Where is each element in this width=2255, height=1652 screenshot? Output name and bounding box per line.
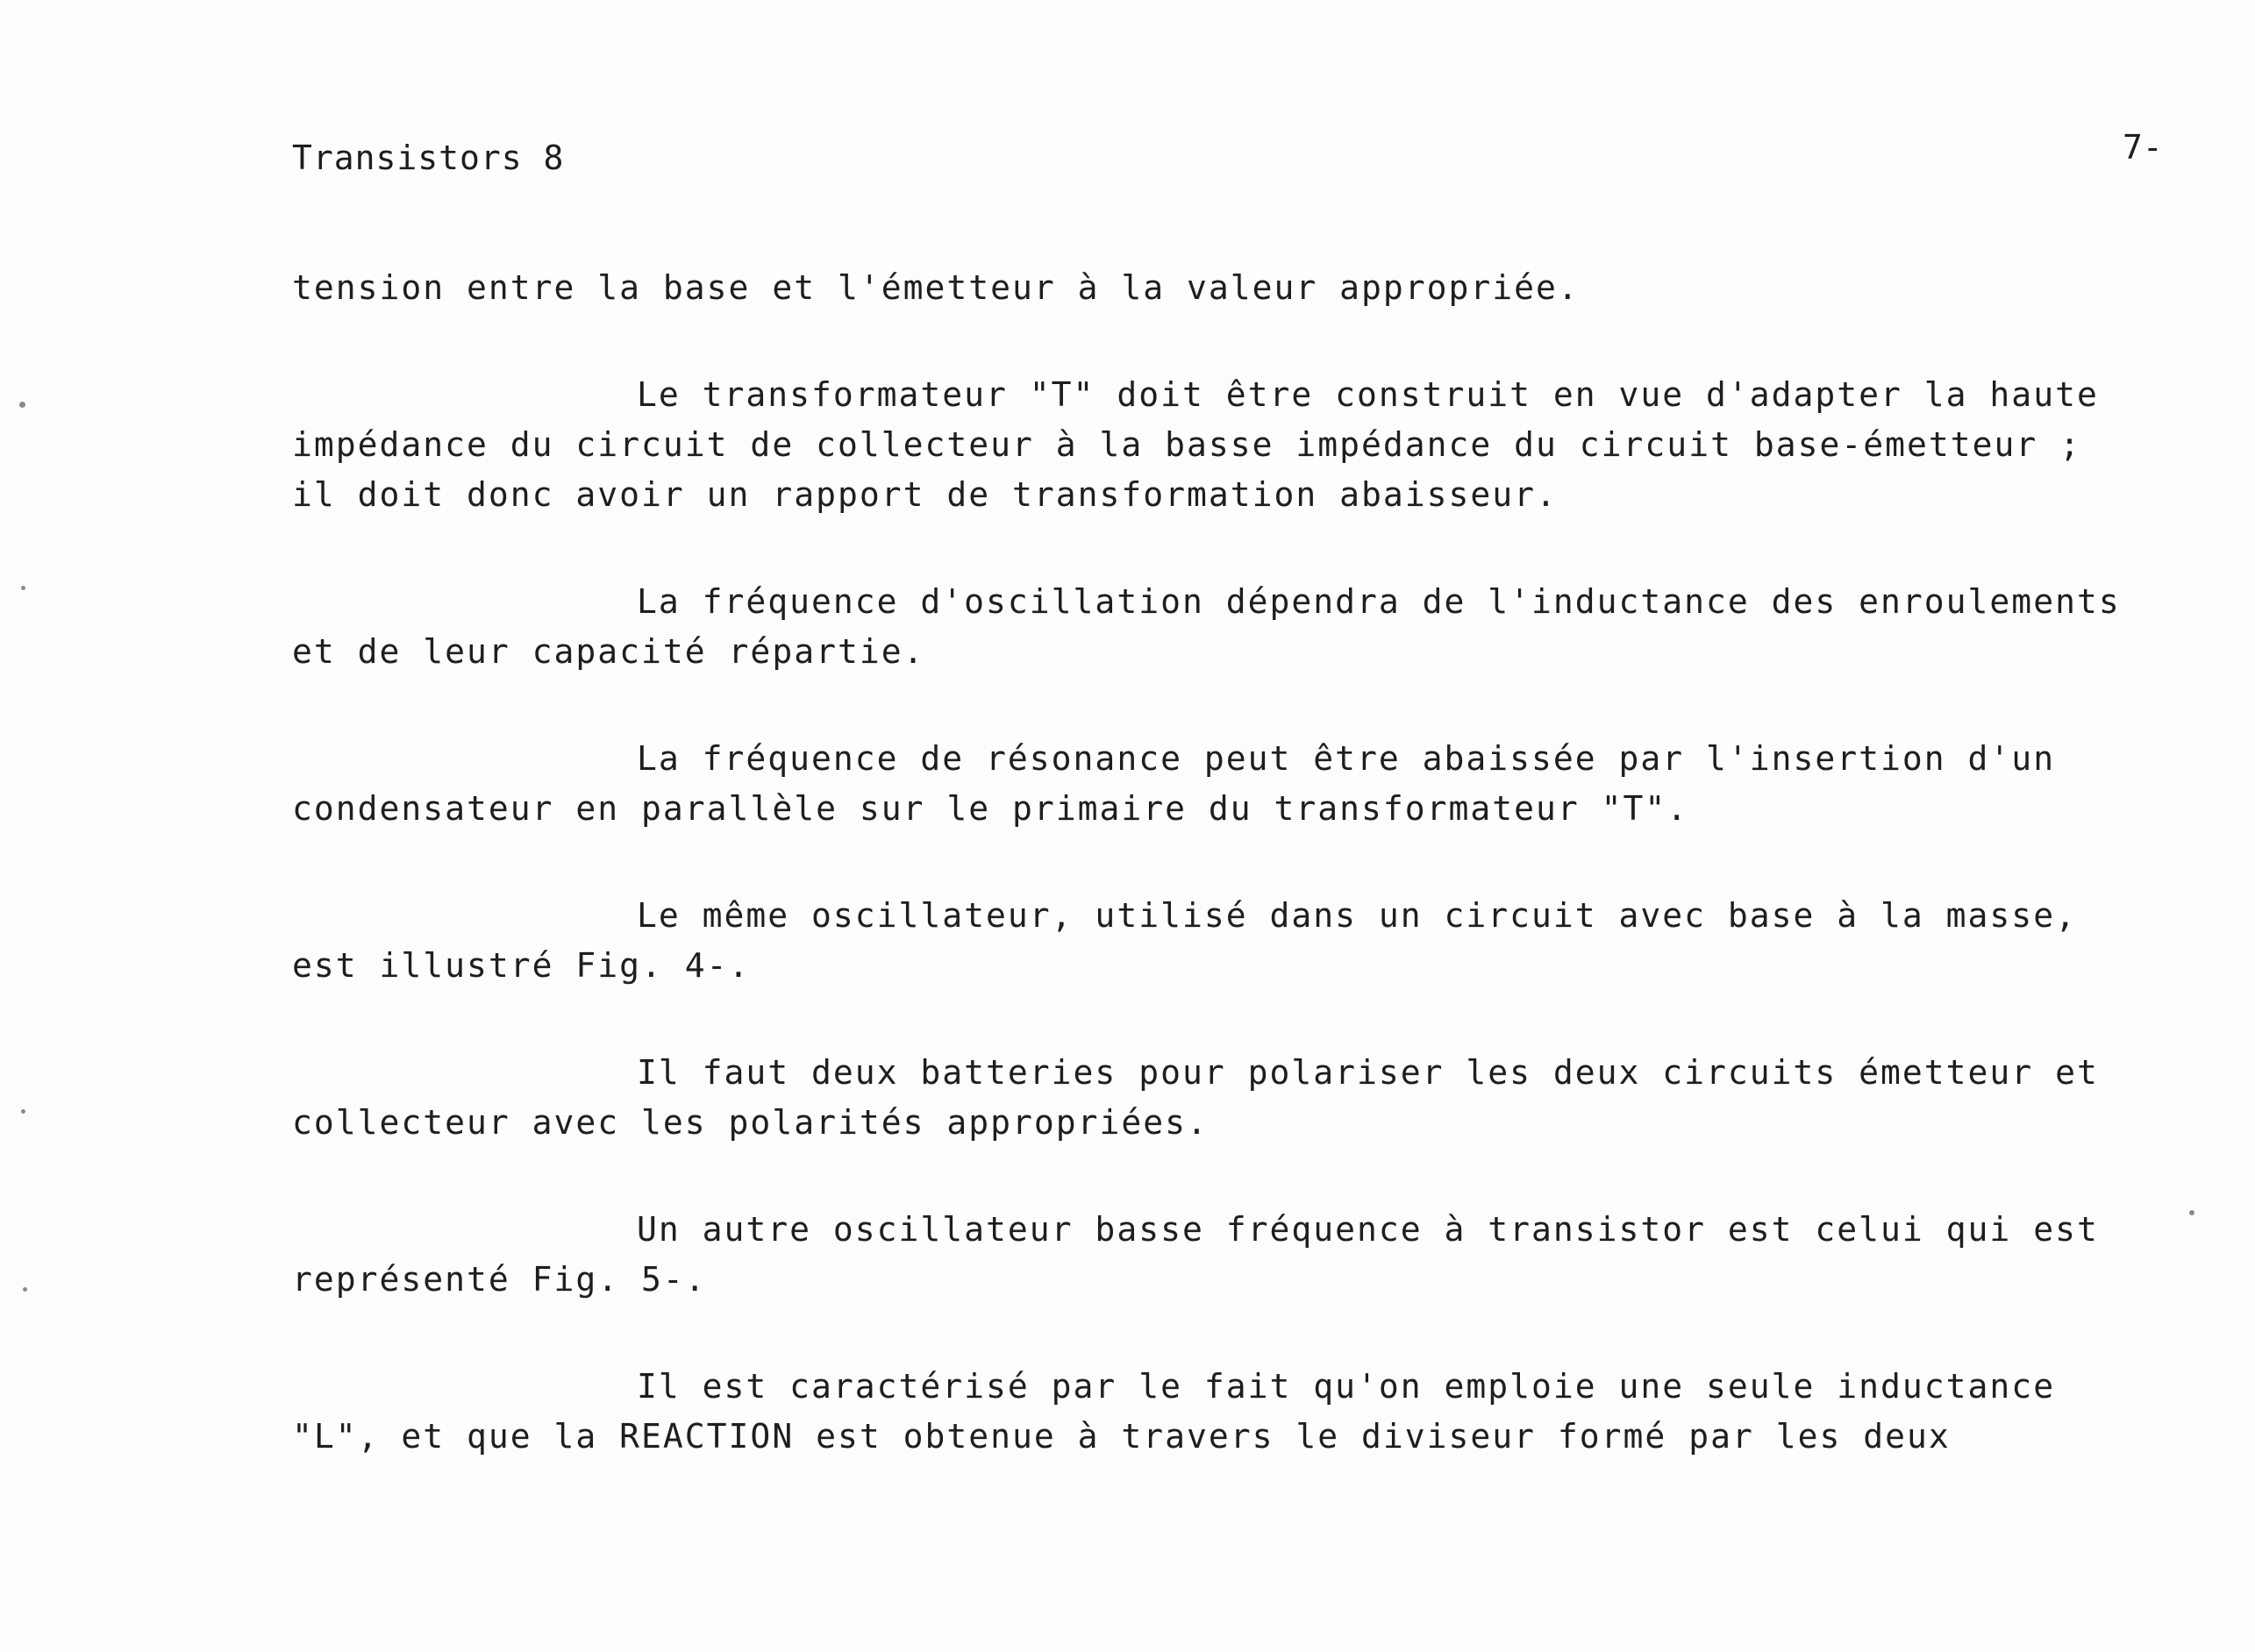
text-line: tension entre la base et l'émetteur à la valeur appropriée. xyxy=(292,268,1580,307)
paragraph xyxy=(292,577,2222,677)
paragraph xyxy=(292,734,2222,834)
text-line: et de leur capacité répartie. xyxy=(292,632,925,671)
paragraph xyxy=(292,263,2222,313)
text-line: Un autre oscillateur basse fréquence à transistor est celui qui est xyxy=(637,1210,2099,1249)
scan-speck xyxy=(2189,1210,2194,1215)
paragraph xyxy=(292,1048,2222,1148)
scan-speck xyxy=(21,1109,25,1114)
page-number: 7- xyxy=(2123,128,2163,167)
text-line: représenté Fig. 5-. xyxy=(292,1260,707,1299)
text-line: condensateur en parallèle sur le primaire du transformateur "T". xyxy=(292,789,1689,828)
scan-speck xyxy=(21,586,25,590)
paragraph xyxy=(292,1362,2222,1462)
scan-speck xyxy=(23,1287,27,1292)
text-line: il doit donc avoir un rapport de transformation abaisseur. xyxy=(292,475,1558,514)
text-line: Il faut deux batteries pour polariser les deux circuits émetteur et xyxy=(637,1053,2099,1092)
text-line: collecteur avec les polarités appropriées. xyxy=(292,1103,1209,1142)
text-line: La fréquence d'oscillation dépendra de l'inductance des enroulements xyxy=(637,582,2121,621)
text-line: Le même oscillateur, utilisé dans un circuit avec base à la masse, xyxy=(637,896,2077,935)
paragraph xyxy=(292,1205,2222,1305)
paragraph xyxy=(292,891,2222,991)
page-header-title: Transistors 8 xyxy=(292,139,565,177)
text-line: La fréquence de résonance peut être abaissée par l'insertion d'un xyxy=(637,739,2056,778)
text-line: Le transformateur "T" doit être construit en vue d'adapter la haute xyxy=(637,375,2099,414)
text-line: est illustré Fig. 4-. xyxy=(292,946,751,985)
body-text xyxy=(292,263,2222,1519)
scan-speck xyxy=(19,402,25,408)
text-line: "L", et que la REACTION est obtenue à travers le diviseur formé par les deux xyxy=(292,1417,1951,1456)
text-line: Il est caractérisé par le fait qu'on emploie une seule inductance xyxy=(637,1367,2056,1406)
text-line: impédance du circuit de collecteur à la basse impédance du circuit base-émetteur ; xyxy=(292,425,2081,464)
paragraph xyxy=(292,370,2222,520)
